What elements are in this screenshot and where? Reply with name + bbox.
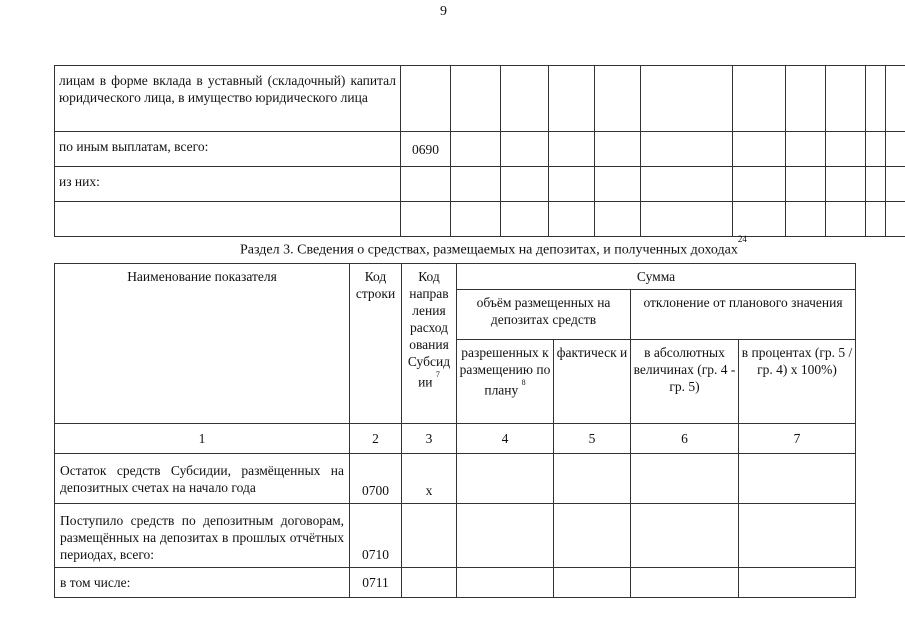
table-row [55,568,856,598]
row-code [401,66,451,132]
header-absolute: в абсолютных величинах (гр. 4 - гр. 5) [631,340,739,424]
row-code: 0710 [350,504,402,568]
page-number: 9 [440,4,447,19]
row-label [55,202,401,237]
direction-footnote: 7 [435,370,440,379]
table-row [55,454,856,504]
allowed-footnote: 8 [521,378,526,387]
column-number: 1 [55,424,350,454]
deposits-table [54,263,856,598]
section-footnote: 24 [737,234,747,244]
header-line-code: Код строки [350,264,402,424]
continued-table [54,65,905,237]
row-code [401,202,451,237]
row-label: Остаток средств Субсидии, размёщенных на депозитных счетах на начало года [55,454,350,504]
row-code [401,167,451,202]
row-label: по иным выплатам, всего: [55,132,401,167]
table-row [55,202,905,237]
row-label: Поступило средств по депозитным договорам, размещённых на депозитах в прошлых отчётных периодах, всего: [55,504,350,568]
row-code: 0700 [350,454,402,504]
column-number-row [55,424,856,454]
column-number: 6 [631,424,739,454]
row-direction: x [402,454,457,504]
row-label: из них: [55,167,401,202]
table-row [55,167,905,202]
table-row [55,132,905,167]
header-deviation: отклонение от планового значения [631,290,856,340]
row-label: лицам в форме вклада в уставный (складочный) капитал юридического лица, в имущество юридического лица [55,66,401,132]
header-allowed: разрешенных к размещению по плану $^8$ [457,340,554,424]
header-placed-volume: объём размещенных на депозитах средств [457,290,631,340]
row-code: 0711 [350,568,402,598]
column-number: 2 [350,424,402,454]
table-row [55,504,856,568]
row-direction [402,568,457,598]
row-label: в том числе: [55,568,350,598]
column-number: 5 [554,424,631,454]
column-number: 7 [739,424,856,454]
header-percent: в процентах (гр. 5 / гр. 4) x 100%) [739,340,856,424]
header-actual: фактическ и [554,340,631,424]
column-number: 4 [457,424,554,454]
header-sum: Сумма [457,264,856,290]
row-code: 0690 [401,132,451,167]
table-row [55,66,905,132]
section-title: Раздел 3. Сведения о средствах, размещаемых на депозитах, и полученных доходах$^{24}$ [240,234,747,258]
header-indicator: Наименование показателя [55,264,350,424]
header-direction-code: Код направ ления расход ования Субсид ии $^7$ [402,264,457,424]
row-direction [402,504,457,568]
column-number: 3 [402,424,457,454]
